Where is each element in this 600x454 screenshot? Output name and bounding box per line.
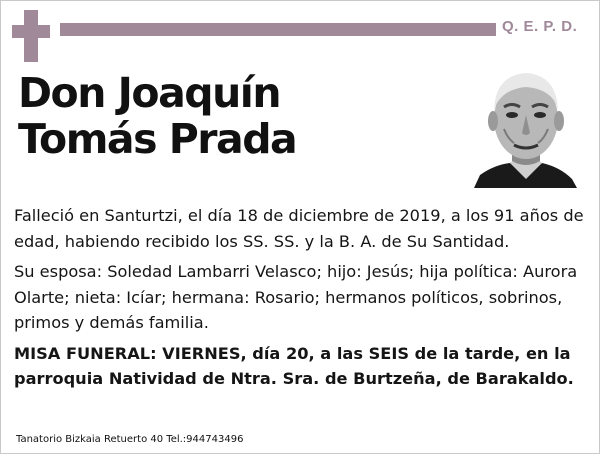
- family-paragraph: Su esposa: Soledad Lambarri Velasco; hijo: Jesús; hija política: Aurora Olarte; nieta: Icíar; hermana: Rosario; hermanos políticos, sobrinos, primos y demás familia.: [14, 262, 578, 332]
- name-line-1: Don Joaquín: [18, 69, 281, 117]
- death-paragraph: Falleció en Santurtzi, el día 18 de diciembre de 2019, a los 91 años de edad, habiendo recibido los SS. SS. y la B. A. de Su Santidad.: [14, 206, 584, 251]
- funeral-paragraph: MISA FUNERAL: VIERNES, día 20, a las SEIS de la tarde, en la parroquia Natividad de Ntra. Sra. de Burtzeña, de Barakaldo.: [14, 343, 574, 388]
- name-line-2: Tomás Prada: [18, 115, 297, 163]
- portrait-image: [474, 57, 577, 188]
- header-bar: [60, 23, 496, 36]
- deceased-name: [18, 70, 296, 162]
- portrait-photo: [474, 57, 577, 188]
- latin-cross-icon: [12, 10, 50, 62]
- qepd-label: Q. E. P. D.: [502, 18, 578, 35]
- obituary-text: [14, 203, 586, 397]
- funeral-home-info: Tanatorio Bizkaia Retuerto 40 Tel.:944743496: [16, 434, 244, 445]
